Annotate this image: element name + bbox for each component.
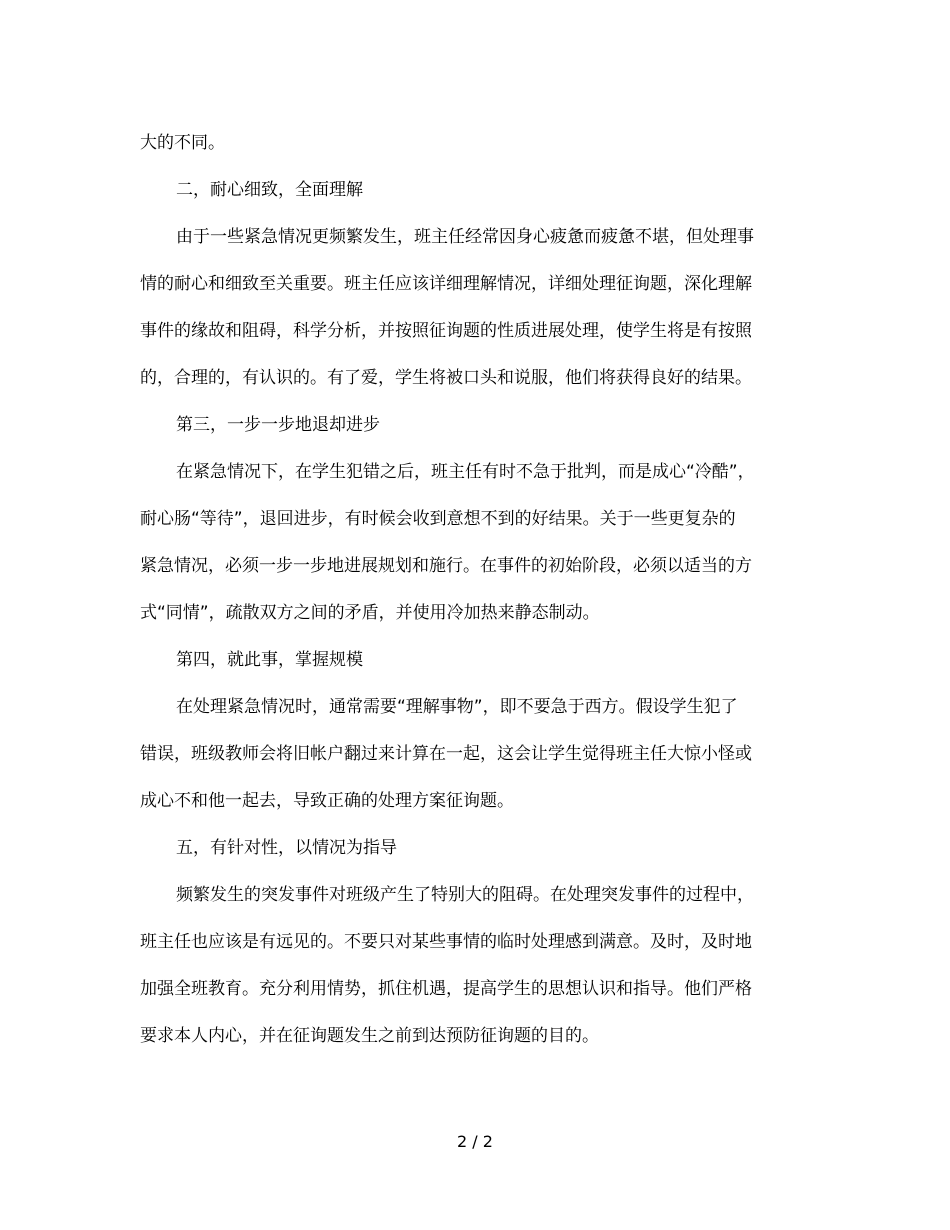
section-heading-step-by-step: 第三，一步一步地退却进步 [176, 415, 380, 435]
paragraph-line: 成心不和他一起去，导致正确的处理方案征询题。 [140, 791, 514, 811]
paragraph-line: 由于一些紧急情况更频繁发生，班主任经常因身心疲惫而疲惫不堪，但处理事 [176, 227, 754, 247]
paragraph-line: 在紧急情况下，在学生犯错之后，班主任有时不急于批判，而是成心“冷酷”， [176, 462, 755, 482]
section-heading-patience: 二，耐心细致，全面理解 [176, 180, 363, 200]
paragraph-line: 加强全班教育。充分利用情势，抓住机遇，提高学生的思想认识和指导。他们严格 [140, 979, 752, 999]
paragraph-line: 频繁发生的突发事件对班级产生了特别大的阻碍。在处理突发事件的过程中， [176, 885, 754, 905]
paragraph-line: 大的不同。 [140, 133, 225, 153]
paragraph-line: 紧急情况，必须一步一步地进展规划和施行。在事件的初始阶段，必须以适当的方 [140, 556, 752, 576]
document-body [140, 122, 820, 1062]
section-heading-scale: 第四，就此事，掌握规模 [176, 650, 363, 670]
page-number: 2 / 2 [457, 1132, 493, 1151]
paragraph-line: 错误，班级教师会将旧帐户翻过来计算在一起，这会让学生觉得班主任大惊小怪或 [140, 744, 752, 764]
paragraph-line: 的，合理的，有认识的。有了爱，学生将被口头和说服，他们将获得良好的结果。 [140, 368, 752, 388]
paragraph-line: 要求本人内心，并在征询题发生之前到达预防征询题的目的。 [140, 1026, 599, 1046]
paragraph-line: 班主任也应该是有远见的。不要只对某些事情的临时处理感到满意。及时，及时地 [140, 932, 752, 952]
paragraph-line: 在处理紧急情况时，通常需要“理解事物”，即不要急于西方。假设学生犯了 [176, 697, 738, 717]
paragraph-line: 事件的缘故和阻碍，科学分析，并按照征询题的性质进展处理，使学生将是有按照 [140, 321, 752, 341]
paragraph-line: 耐心肠“等待”，退回进步，有时候会收到意想不到的好结果。关于一些更复杂的 [140, 509, 736, 529]
section-heading-targeted: 五，有针对性，以情况为指导 [176, 838, 397, 858]
paragraph-line: 情的耐心和细致至关重要。班主任应该详细理解情况，详细处理征询题，深化理解 [140, 274, 752, 294]
paragraph-line: 式“同情”，疏散双方之间的矛盾，并使用冷加热来静态制动。 [140, 603, 600, 623]
